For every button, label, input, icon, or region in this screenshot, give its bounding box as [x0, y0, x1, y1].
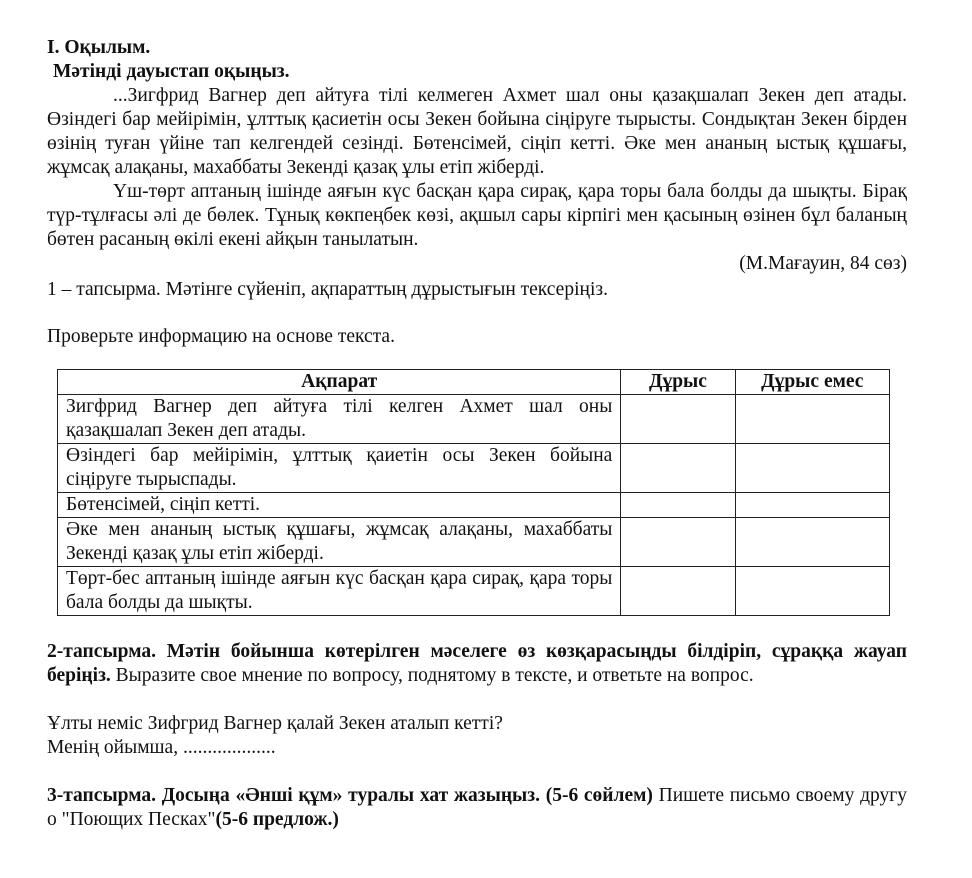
task1-russian: Проверьте информацию на основе текста. — [47, 326, 395, 347]
statement-cell: Әке мен ананың ыстық құшағы, жұмсақ алақаны, махаббаты Зекенді қазақ ұлы етіп жіберді. — [58, 518, 621, 567]
task2-question-block — [47, 712, 907, 760]
section-title: I. Оқылым. — [47, 37, 151, 58]
text-source: (М.Мағауин, 84 сөз) — [739, 253, 907, 274]
task2-russian: Выразите свое мнение по вопросу, поднятому в тексте, и ответьте на вопрос. — [115, 665, 754, 686]
task2-paragraph — [47, 640, 907, 688]
true-answer-cell[interactable] — [621, 518, 735, 567]
false-answer-cell[interactable] — [735, 518, 889, 567]
text-paragraph-2: Үш-төрт аптаның ішінде аяғын күс басқан қара сирақ, қара торы бала болды да шықты. Бірақ түр-тұлғасы әлі де бөлек. Тұнық көкпеңбек көзі, ақшыл сары кірпігі мен қасының өзінен бұл баланың бөтен расаның өкілі екені айқын танылатын. — [47, 181, 907, 250]
false-answer-cell[interactable] — [735, 444, 889, 493]
statement-cell: Өзіндегі бар мейірімін, ұлттық қаиетін осы Зекен бойына сіңіруге тырыспады. — [58, 444, 621, 493]
header-false: Дұрыс емес — [735, 370, 889, 395]
info-table — [57, 369, 890, 616]
task3-title: 3-тапсырма. Досыңа «Әнші құм» туралы хат жазыңыз. (5-6 сөйлем) — [47, 785, 653, 806]
table-row — [58, 493, 890, 518]
false-answer-cell[interactable] — [735, 493, 889, 518]
statement-cell: Бөтенсімей, сіңіп кетті. — [58, 493, 621, 518]
task2-title: 2-тапсырма. Мәтін бойынша көтерілген мәселеге өз көзқарасыңды білдіріп, сұраққа жауап беріңіз. — [47, 641, 907, 686]
table-row — [58, 395, 890, 444]
table-header-row — [58, 370, 890, 395]
table-row — [58, 567, 890, 616]
true-answer-cell[interactable] — [621, 493, 735, 518]
text-paragraph-1: ...Зигфрид Вагнер деп айтуға тілі келмеген Ахмет шал оны қазақшалап Зекен деп атады. Өзіндегі бар мейірімін, ұлттық қасиетін осы Зекен бойына сіңіруге тырысты. Сондықтан Зекен бірден өзінің туған үйіне тап келгендей сезінді. Бөтенсімей, сіңіп кетті. Әке мен ананың ыстық құшағы, жұмсақ алақаны, махаббаты Зекенді қазақ ұлы етіп жіберді. — [47, 85, 907, 178]
true-answer-cell[interactable] — [621, 395, 735, 444]
task1-title: 1 – тапсырма. Мәтінге сүйеніп, ақпараттың дұрыстығын тексеріңіз. — [47, 279, 608, 300]
task2-question: Ұлты неміс Зифгрид Вагнер қалай Зекен аталып кетті? — [47, 713, 503, 734]
false-answer-cell[interactable] — [735, 567, 889, 616]
header-true: Дұрыс — [621, 370, 735, 395]
table-row — [58, 518, 890, 567]
reading-instruction: Мәтінді дауыстап оқыңыз. — [53, 61, 290, 82]
document-page — [47, 36, 907, 832]
table-row — [58, 444, 890, 493]
statement-cell: Төрт-бес аптаның ішінде аяғын күс басқан қара сирақ, қара торы бала болды да шықты. — [58, 567, 621, 616]
true-answer-cell[interactable] — [621, 567, 735, 616]
true-answer-cell[interactable] — [621, 444, 735, 493]
task3-paragraph — [47, 784, 907, 832]
task2-answer-prompt[interactable]: Менің ойымша, ................... — [47, 737, 276, 758]
task3-russian: Пишете письмо своему другу о "Поющих Песках" — [47, 785, 908, 830]
statement-cell: Зигфрид Вагнер деп айтуға тілі келген Ахмет шал оны қазақшалап Зекен деп атады. — [58, 395, 621, 444]
false-answer-cell[interactable] — [735, 395, 889, 444]
header-info: Ақпарат — [58, 370, 621, 395]
task3-russian-count: (5-6 предлож.) — [215, 809, 339, 830]
